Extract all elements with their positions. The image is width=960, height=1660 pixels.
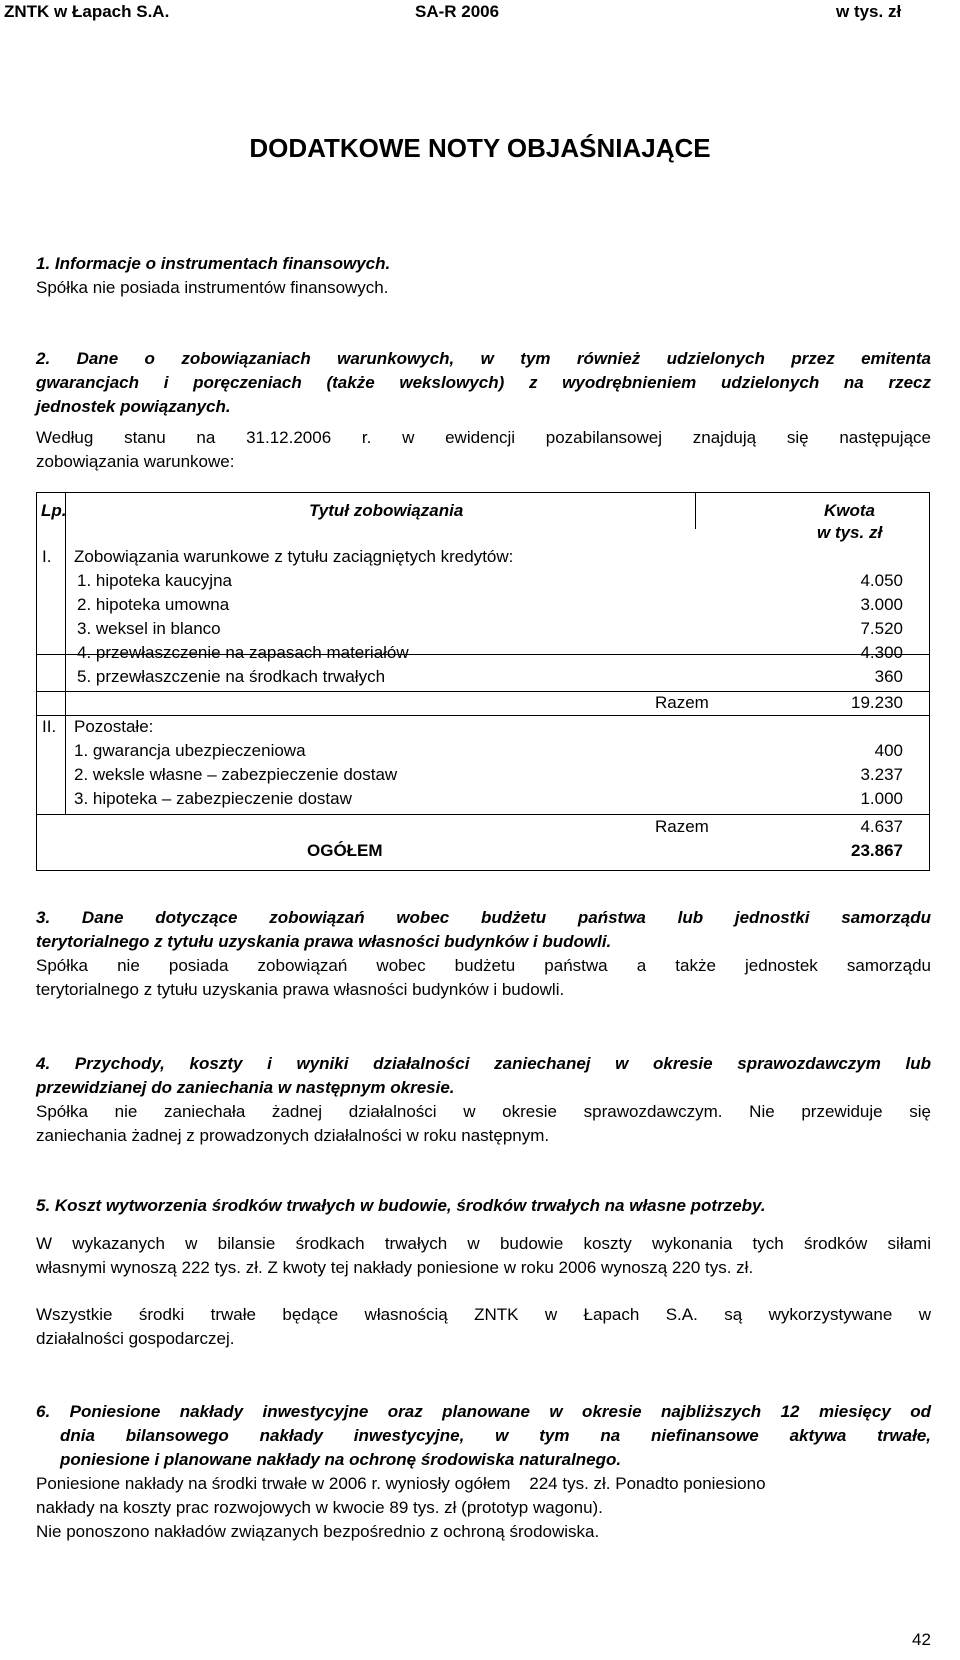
row-divider [37,715,929,716]
section3-text: Spółka nie posiada zobowiązań wobec budżetu państwa a także jednostek samorządu terytorialnego z tytułu uzyskania prawa własności budynków i budowli. [36,956,931,999]
group1-roman: I. [42,547,52,566]
section2-heading: 2. Dane o zobowiązaniach warunkowych, w tym również udzielonych przez emitenta gwarancjach i poręczeniach (także wekslowych) z wyodrębnieniem udzielonych na rzecz jednostek powiązanych. [36,349,931,416]
row-divider [37,691,929,692]
section2-text: Według stanu na 31.12.2006 r. w ewidencji pozabilansowej znajdują się następujące zobowiązania warunkowe: [36,428,931,471]
table-row-label: 3. weksel in blanco [77,619,221,638]
company-name: ZNTK w Łapach S.A. [4,2,170,21]
section3-heading: 3. Dane dotyczące zobowiązań wobec budżetu państwa lub jednostki samorządu terytorialnego z tytułu uzyskania prawa własności budynków i budowli. [36,908,931,951]
group1-total-label: Razem [655,693,709,712]
section1-heading: 1. Informacje o instrumentach finansowych. [36,254,391,273]
header-lp: Lp. [41,501,67,520]
table-row-label: 1. hipoteka kaucyjna [77,571,232,590]
column-divider [695,493,696,529]
group2-total-value: 4.637 [860,817,903,836]
table-row-value: 4.050 [860,571,903,590]
grand-total-value: 23.867 [851,841,903,860]
group1-label: Zobowiązania warunkowe z tytułu zaciągniętych kredytów: [74,547,514,566]
table-row-value: 1.000 [860,789,903,808]
table-row-label: 3. hipoteka – zabezpieczenie dostaw [74,789,352,808]
section5-heading: 5. Koszt wytworzenia środków trwałych w budowie, środków trwałych na własne potrzeby. [36,1196,766,1215]
table-row-value: 3.000 [860,595,903,614]
row-divider [37,814,929,815]
header-amount-unit: w tys. zł [817,523,883,542]
header-title: Tytuł zobowiązania [309,501,464,520]
header-amount: Kwota [824,501,875,520]
section6-heading: 6. Poniesione nakłady inwestycyjne oraz planowane w okresie najbliższych 12 miesięcy od dnia bilansowego nakłady inwestycyjne, w tym na niefinansowe aktywa trwałe, poniesione i planowane nakłady na ochronę środowiska naturalnego. [36,1402,931,1469]
section6-text: Poniesione nakłady na środki trwałe w 2006 r. wyniosły ogółem 224 tys. zł. Ponadto poniesiono nakłady na koszty prac rozwojowych w kwocie 89 tys. zł (prototyp wagonu). Nie ponoszono nakładów związanych bezpośrednio z ochroną środowiska. [36,1474,766,1541]
table-row-label: 1. gwarancja ubezpieczeniowa [74,741,306,760]
table-row-value: 7.520 [860,619,903,638]
table-row-label: 2. weksle własne – zabezpieczenie dostaw [74,765,398,784]
section5-paragraph-1: W wykazanych w bilansie środkach trwałych w budowie koszty wykonania tych środków siłami własnymi wynoszą 222 tys. zł. Z kwoty tej nakłady poniesione w roku 2006 wynoszą 220 tys. zł. [36,1234,931,1277]
table-row-value: 3.237 [860,765,903,784]
group2-label: Pozostałe: [74,717,154,736]
table-row-label: 2. hipoteka umowna [77,595,230,614]
group2-roman: II. [42,717,57,736]
section4-heading: 4. Przychody, koszty i wyniki działalności zaniechanej w okresie sprawozdawczym lub przewidzianej do zaniechania w następnym okresie. [36,1054,931,1097]
table-row-label: 4. przewłaszczenie na zapasach materiałów [77,643,409,662]
group2-total-label: Razem [655,817,709,836]
section5-paragraph-2: Wszystkie środki trwałe będące własnością ZNTK w Łapach S.A. są wykorzystywane w działalności gospodarczej. [36,1305,931,1348]
table-row-value: 360 [874,667,903,686]
unit-label: w tys. zł [836,2,902,21]
table-row-value: 4.300 [860,643,903,662]
page-number: 42 [912,1630,931,1649]
section4-text: Spółka nie zaniechała żadnej działalności w okresie sprawozdawczym. Nie przewiduje się zaniechania żadnej z prowadzonych działalności w roku następnym. [36,1102,931,1145]
section1-text: Spółka nie posiada instrumentów finansowych. [36,278,389,297]
table-row-label: 5. przewłaszczenie na środkach trwałych [77,667,386,686]
table-row-value: 400 [874,741,903,760]
group1-total-value: 19.230 [851,693,903,712]
grand-total-label: OGÓŁEM [307,841,383,860]
report-name: SA-R 2006 [415,2,500,21]
page-title: DODATKOWE NOTY OBJAŚNIAJĄCE [249,133,711,163]
contingent-liabilities-table [36,492,930,871]
